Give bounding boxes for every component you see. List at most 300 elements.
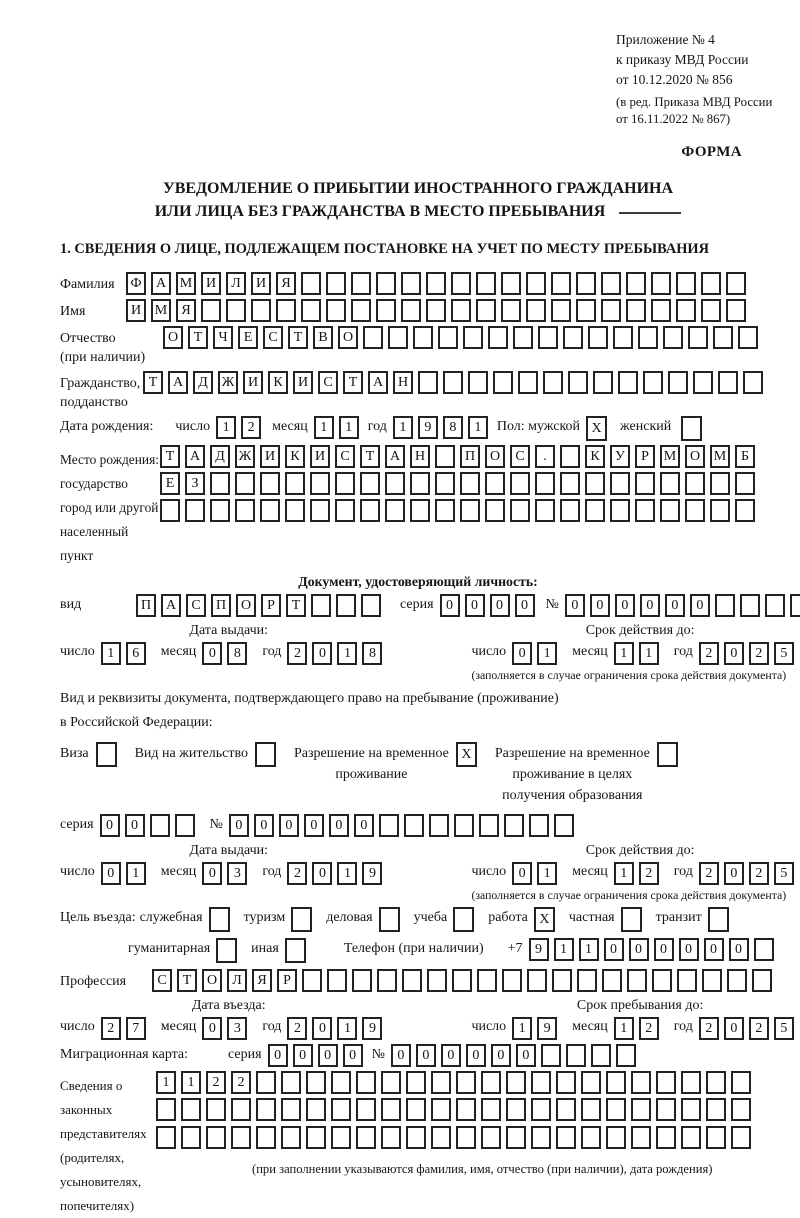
char-box[interactable] bbox=[331, 1126, 351, 1149]
char-box[interactable] bbox=[681, 1126, 701, 1149]
char-box[interactable]: 0 bbox=[729, 938, 749, 961]
char-box[interactable]: 1 bbox=[337, 862, 357, 885]
char-box[interactable] bbox=[613, 326, 633, 349]
char-box[interactable]: О bbox=[163, 326, 183, 349]
char-box[interactable]: А bbox=[368, 371, 388, 394]
char-box[interactable] bbox=[206, 1126, 226, 1149]
char-box[interactable]: 9 bbox=[529, 938, 549, 961]
char-box[interactable] bbox=[431, 1071, 451, 1094]
char-box[interactable] bbox=[631, 1071, 651, 1094]
char-box[interactable]: Т bbox=[343, 371, 363, 394]
char-box[interactable]: Т bbox=[143, 371, 163, 394]
char-box[interactable] bbox=[381, 1098, 401, 1121]
char-box[interactable]: 9 bbox=[362, 862, 382, 885]
birth-day-cells[interactable] bbox=[216, 416, 266, 439]
char-box[interactable]: И bbox=[243, 371, 263, 394]
char-box[interactable]: 2 bbox=[241, 416, 261, 439]
char-box[interactable]: 1 bbox=[468, 416, 488, 439]
char-box[interactable] bbox=[443, 371, 463, 394]
char-box[interactable] bbox=[601, 272, 621, 295]
char-box[interactable]: С bbox=[510, 445, 530, 468]
char-box[interactable] bbox=[529, 814, 549, 837]
char-box[interactable] bbox=[231, 1126, 251, 1149]
char-box[interactable]: О bbox=[236, 594, 256, 617]
char-box[interactable] bbox=[426, 299, 446, 322]
char-box[interactable]: Ж bbox=[218, 371, 238, 394]
char-box[interactable]: С bbox=[263, 326, 283, 349]
char-box[interactable]: 1 bbox=[314, 416, 334, 439]
char-box[interactable]: 0 bbox=[312, 862, 332, 885]
char-box[interactable]: С bbox=[318, 371, 338, 394]
char-box[interactable]: А bbox=[385, 445, 405, 468]
char-box[interactable] bbox=[676, 299, 696, 322]
char-box[interactable] bbox=[201, 299, 221, 322]
char-box[interactable] bbox=[635, 499, 655, 522]
char-box[interactable]: 2 bbox=[101, 1017, 121, 1040]
char-box[interactable]: 5 bbox=[774, 1017, 794, 1040]
char-box[interactable] bbox=[631, 1126, 651, 1149]
char-box[interactable]: С bbox=[152, 969, 172, 992]
char-box[interactable] bbox=[235, 499, 255, 522]
char-box[interactable] bbox=[651, 272, 671, 295]
char-box[interactable]: Ч bbox=[213, 326, 233, 349]
char-box[interactable] bbox=[435, 472, 455, 495]
char-box[interactable] bbox=[175, 814, 195, 837]
stay-day[interactable] bbox=[512, 1017, 562, 1040]
char-box[interactable] bbox=[602, 969, 622, 992]
char-box[interactable]: 2 bbox=[639, 1017, 659, 1040]
char-box[interactable] bbox=[693, 371, 713, 394]
char-box[interactable] bbox=[156, 1098, 176, 1121]
char-box[interactable] bbox=[401, 299, 421, 322]
char-box[interactable] bbox=[754, 938, 774, 961]
char-box[interactable] bbox=[743, 371, 763, 394]
entry-month[interactable] bbox=[202, 1017, 252, 1040]
char-box[interactable]: С bbox=[186, 594, 206, 617]
char-box[interactable] bbox=[456, 1098, 476, 1121]
char-box[interactable] bbox=[418, 371, 438, 394]
char-box[interactable]: А bbox=[151, 272, 171, 295]
char-box[interactable] bbox=[356, 1098, 376, 1121]
char-box[interactable]: П bbox=[211, 594, 231, 617]
char-box[interactable] bbox=[327, 969, 347, 992]
char-box[interactable]: 1 bbox=[579, 938, 599, 961]
char-box[interactable]: 0 bbox=[491, 1044, 511, 1067]
stay-month[interactable] bbox=[614, 1017, 664, 1040]
char-box[interactable] bbox=[260, 499, 280, 522]
char-box[interactable]: М bbox=[151, 299, 171, 322]
char-box[interactable] bbox=[560, 472, 580, 495]
char-box[interactable] bbox=[538, 326, 558, 349]
char-box[interactable] bbox=[160, 499, 180, 522]
char-box[interactable] bbox=[281, 1098, 301, 1121]
char-box[interactable] bbox=[606, 1071, 626, 1094]
char-box[interactable] bbox=[531, 1071, 551, 1094]
migration-number-cells[interactable] bbox=[391, 1044, 641, 1067]
residence-expiry-day[interactable] bbox=[512, 862, 562, 885]
char-box[interactable] bbox=[360, 472, 380, 495]
char-box[interactable] bbox=[435, 445, 455, 468]
profession-cells[interactable] bbox=[152, 969, 777, 992]
char-box[interactable]: 1 bbox=[156, 1071, 176, 1094]
char-box[interactable] bbox=[216, 938, 237, 963]
char-box[interactable]: П bbox=[136, 594, 156, 617]
char-box[interactable] bbox=[493, 371, 513, 394]
char-box[interactable] bbox=[468, 371, 488, 394]
char-box[interactable] bbox=[310, 472, 330, 495]
char-box[interactable] bbox=[381, 1071, 401, 1094]
char-box[interactable] bbox=[256, 1126, 276, 1149]
char-box[interactable] bbox=[360, 499, 380, 522]
char-box[interactable]: 0 bbox=[202, 862, 222, 885]
char-box[interactable] bbox=[377, 969, 397, 992]
char-box[interactable]: 3 bbox=[227, 862, 247, 885]
char-box[interactable] bbox=[431, 1098, 451, 1121]
char-box[interactable] bbox=[96, 742, 117, 767]
char-box[interactable] bbox=[708, 907, 729, 932]
char-box[interactable]: 5 bbox=[774, 862, 794, 885]
residence-permit-checkbox[interactable] bbox=[255, 742, 281, 767]
char-box[interactable]: 0 bbox=[391, 1044, 411, 1067]
char-box[interactable]: 1 bbox=[337, 642, 357, 665]
char-box[interactable]: И bbox=[293, 371, 313, 394]
char-box[interactable] bbox=[438, 326, 458, 349]
char-box[interactable] bbox=[501, 299, 521, 322]
char-box[interactable]: О bbox=[202, 969, 222, 992]
char-box[interactable] bbox=[531, 1098, 551, 1121]
char-box[interactable] bbox=[181, 1126, 201, 1149]
doc-number-cells[interactable] bbox=[565, 594, 800, 617]
identity-issue-month[interactable] bbox=[202, 642, 252, 665]
visa-checkbox[interactable] bbox=[96, 742, 122, 767]
char-box[interactable] bbox=[715, 594, 735, 617]
char-box[interactable]: 0 bbox=[440, 594, 460, 617]
char-box[interactable] bbox=[481, 1071, 501, 1094]
char-box[interactable]: А bbox=[185, 445, 205, 468]
char-box[interactable]: 1 bbox=[216, 416, 236, 439]
doc-kind-cells[interactable] bbox=[136, 594, 386, 617]
char-box[interactable]: 0 bbox=[640, 594, 660, 617]
identity-expiry-year[interactable] bbox=[699, 642, 799, 665]
char-box[interactable]: 0 bbox=[416, 1044, 436, 1067]
char-box[interactable] bbox=[476, 299, 496, 322]
citizenship-cells[interactable] bbox=[143, 371, 768, 394]
char-box[interactable] bbox=[656, 1098, 676, 1121]
char-box[interactable]: 0 bbox=[125, 814, 145, 837]
char-box[interactable] bbox=[656, 1071, 676, 1094]
char-box[interactable]: 0 bbox=[490, 594, 510, 617]
char-box[interactable] bbox=[463, 326, 483, 349]
char-box[interactable]: 0 bbox=[679, 938, 699, 961]
char-box[interactable]: 1 bbox=[537, 642, 557, 665]
char-box[interactable] bbox=[535, 472, 555, 495]
char-box[interactable]: О bbox=[338, 326, 358, 349]
char-box[interactable] bbox=[556, 1098, 576, 1121]
char-box[interactable]: 0 bbox=[229, 814, 249, 837]
char-box[interactable] bbox=[477, 969, 497, 992]
char-box[interactable] bbox=[681, 1098, 701, 1121]
char-box[interactable]: 0 bbox=[268, 1044, 288, 1067]
char-box[interactable] bbox=[731, 1126, 751, 1149]
char-box[interactable] bbox=[326, 272, 346, 295]
char-box[interactable] bbox=[501, 272, 521, 295]
char-box[interactable] bbox=[351, 299, 371, 322]
char-box[interactable] bbox=[504, 814, 524, 837]
char-box[interactable] bbox=[552, 969, 572, 992]
char-box[interactable] bbox=[506, 1098, 526, 1121]
char-box[interactable] bbox=[256, 1071, 276, 1094]
char-box[interactable] bbox=[656, 1126, 676, 1149]
char-box[interactable] bbox=[476, 272, 496, 295]
char-box[interactable] bbox=[379, 907, 400, 932]
char-box[interactable] bbox=[401, 272, 421, 295]
char-box[interactable] bbox=[485, 499, 505, 522]
char-box[interactable]: П bbox=[460, 445, 480, 468]
char-box[interactable] bbox=[713, 326, 733, 349]
char-box[interactable] bbox=[526, 299, 546, 322]
purpose-study-checkbox[interactable] bbox=[453, 907, 479, 932]
char-box[interactable] bbox=[306, 1071, 326, 1094]
char-box[interactable]: 1 bbox=[614, 862, 634, 885]
char-box[interactable] bbox=[677, 969, 697, 992]
char-box[interactable]: Е bbox=[160, 472, 180, 495]
char-box[interactable]: 0 bbox=[354, 814, 374, 837]
char-box[interactable]: Л bbox=[227, 969, 247, 992]
char-box[interactable] bbox=[452, 969, 472, 992]
char-box[interactable] bbox=[718, 371, 738, 394]
char-box[interactable] bbox=[566, 1044, 586, 1067]
char-box[interactable] bbox=[336, 594, 356, 617]
char-box[interactable]: 2 bbox=[749, 862, 769, 885]
char-box[interactable] bbox=[621, 907, 642, 932]
char-box[interactable] bbox=[726, 272, 746, 295]
char-box[interactable]: 0 bbox=[202, 1017, 222, 1040]
char-box[interactable] bbox=[701, 272, 721, 295]
char-box[interactable] bbox=[311, 594, 331, 617]
char-box[interactable]: 9 bbox=[418, 416, 438, 439]
char-box[interactable]: 9 bbox=[537, 1017, 557, 1040]
char-box[interactable] bbox=[706, 1071, 726, 1094]
char-box[interactable] bbox=[326, 299, 346, 322]
char-box[interactable] bbox=[454, 814, 474, 837]
char-box[interactable] bbox=[479, 814, 499, 837]
char-box[interactable]: 2 bbox=[749, 642, 769, 665]
char-box[interactable]: 8 bbox=[227, 642, 247, 665]
char-box[interactable]: Н bbox=[410, 445, 430, 468]
char-box[interactable] bbox=[581, 1071, 601, 1094]
char-box[interactable] bbox=[331, 1098, 351, 1121]
char-box[interactable]: 1 bbox=[614, 1017, 634, 1040]
char-box[interactable]: 0 bbox=[318, 1044, 338, 1067]
char-box[interactable] bbox=[427, 969, 447, 992]
char-box[interactable]: 0 bbox=[304, 814, 324, 837]
char-box[interactable]: 0 bbox=[466, 1044, 486, 1067]
char-box[interactable] bbox=[585, 499, 605, 522]
char-box[interactable] bbox=[185, 499, 205, 522]
char-box[interactable]: Я bbox=[276, 272, 296, 295]
char-box[interactable] bbox=[231, 1098, 251, 1121]
char-box[interactable] bbox=[681, 416, 702, 441]
char-box[interactable] bbox=[527, 969, 547, 992]
char-box[interactable]: Т bbox=[188, 326, 208, 349]
char-box[interactable]: Я bbox=[176, 299, 196, 322]
char-box[interactable]: 0 bbox=[512, 862, 532, 885]
char-box[interactable]: Т bbox=[286, 594, 306, 617]
char-box[interactable] bbox=[541, 1044, 561, 1067]
char-box[interactable] bbox=[388, 326, 408, 349]
char-box[interactable] bbox=[331, 1071, 351, 1094]
char-box[interactable] bbox=[406, 1126, 426, 1149]
entry-day[interactable] bbox=[101, 1017, 151, 1040]
char-box[interactable] bbox=[301, 272, 321, 295]
char-box[interactable] bbox=[255, 742, 276, 767]
char-box[interactable] bbox=[626, 299, 646, 322]
char-box[interactable] bbox=[385, 499, 405, 522]
char-box[interactable] bbox=[481, 1098, 501, 1121]
char-box[interactable] bbox=[635, 472, 655, 495]
char-box[interactable] bbox=[738, 326, 758, 349]
char-box[interactable]: Д bbox=[210, 445, 230, 468]
char-box[interactable]: 0 bbox=[441, 1044, 461, 1067]
char-box[interactable]: 0 bbox=[654, 938, 674, 961]
char-box[interactable]: В bbox=[313, 326, 333, 349]
char-box[interactable]: 0 bbox=[704, 938, 724, 961]
identity-expiry-day[interactable] bbox=[512, 642, 562, 665]
char-box[interactable] bbox=[460, 499, 480, 522]
purpose-work-checkbox[interactable] bbox=[534, 907, 560, 932]
char-box[interactable]: 0 bbox=[516, 1044, 536, 1067]
char-box[interactable] bbox=[563, 326, 583, 349]
purpose-private-checkbox[interactable] bbox=[621, 907, 647, 932]
char-box[interactable] bbox=[485, 472, 505, 495]
char-box[interactable] bbox=[451, 272, 471, 295]
char-box[interactable]: Ф bbox=[126, 272, 146, 295]
char-box[interactable] bbox=[306, 1098, 326, 1121]
char-box[interactable] bbox=[685, 499, 705, 522]
char-box[interactable]: 1 bbox=[512, 1017, 532, 1040]
char-box[interactable]: 2 bbox=[699, 1017, 719, 1040]
phone-cells[interactable] bbox=[529, 938, 779, 961]
char-box[interactable] bbox=[626, 272, 646, 295]
char-box[interactable] bbox=[456, 1071, 476, 1094]
char-box[interactable] bbox=[306, 1126, 326, 1149]
char-box[interactable] bbox=[660, 499, 680, 522]
char-box[interactable]: 1 bbox=[101, 642, 121, 665]
char-box[interactable] bbox=[335, 499, 355, 522]
char-box[interactable] bbox=[460, 472, 480, 495]
char-box[interactable] bbox=[543, 371, 563, 394]
char-box[interactable] bbox=[481, 1126, 501, 1149]
char-box[interactable]: 2 bbox=[287, 1017, 307, 1040]
identity-issue-year[interactable] bbox=[287, 642, 387, 665]
char-box[interactable] bbox=[710, 499, 730, 522]
gender-male-checkbox[interactable] bbox=[586, 416, 612, 441]
char-box[interactable]: 2 bbox=[639, 862, 659, 885]
char-box[interactable]: 0 bbox=[724, 862, 744, 885]
char-box[interactable] bbox=[302, 969, 322, 992]
char-box[interactable] bbox=[551, 299, 571, 322]
char-box[interactable] bbox=[251, 299, 271, 322]
char-box[interactable] bbox=[431, 1126, 451, 1149]
char-box[interactable]: А bbox=[161, 594, 181, 617]
char-box[interactable] bbox=[285, 499, 305, 522]
char-box[interactable]: М bbox=[176, 272, 196, 295]
char-box[interactable]: 3 bbox=[227, 1017, 247, 1040]
char-box[interactable] bbox=[568, 371, 588, 394]
residence-expiry-year[interactable] bbox=[699, 862, 799, 885]
char-box[interactable] bbox=[556, 1126, 576, 1149]
char-box[interactable] bbox=[660, 472, 680, 495]
char-box[interactable] bbox=[406, 1071, 426, 1094]
char-box[interactable]: К bbox=[268, 371, 288, 394]
char-box[interactable] bbox=[706, 1126, 726, 1149]
char-box[interactable]: 0 bbox=[724, 642, 744, 665]
char-box[interactable] bbox=[685, 472, 705, 495]
char-box[interactable] bbox=[488, 326, 508, 349]
char-box[interactable]: 5 bbox=[774, 642, 794, 665]
char-box[interactable]: У bbox=[610, 445, 630, 468]
surname-cells[interactable] bbox=[126, 272, 751, 295]
char-box[interactable]: 1 bbox=[639, 642, 659, 665]
char-box[interactable] bbox=[413, 326, 433, 349]
char-box[interactable] bbox=[591, 1044, 611, 1067]
char-box[interactable] bbox=[285, 938, 306, 963]
char-box[interactable] bbox=[681, 1071, 701, 1094]
char-box[interactable] bbox=[790, 594, 800, 617]
char-box[interactable] bbox=[710, 472, 730, 495]
char-box[interactable]: Н bbox=[393, 371, 413, 394]
char-box[interactable] bbox=[301, 299, 321, 322]
char-box[interactable] bbox=[209, 907, 230, 932]
char-box[interactable] bbox=[181, 1098, 201, 1121]
birth-year-cells[interactable] bbox=[393, 416, 493, 439]
char-box[interactable] bbox=[706, 1098, 726, 1121]
char-box[interactable] bbox=[560, 499, 580, 522]
char-box[interactable] bbox=[285, 472, 305, 495]
char-box[interactable] bbox=[281, 1126, 301, 1149]
char-box[interactable] bbox=[276, 299, 296, 322]
char-box[interactable] bbox=[531, 1126, 551, 1149]
char-box[interactable]: И bbox=[201, 272, 221, 295]
residence-series-cells[interactable] bbox=[100, 814, 200, 837]
char-box[interactable]: Ж bbox=[235, 445, 255, 468]
char-box[interactable]: 9 bbox=[362, 1017, 382, 1040]
representatives-cells-row-1[interactable] bbox=[156, 1071, 756, 1094]
char-box[interactable] bbox=[740, 594, 760, 617]
char-box[interactable]: 7 bbox=[126, 1017, 146, 1040]
char-box[interactable] bbox=[554, 814, 574, 837]
char-box[interactable]: 0 bbox=[604, 938, 624, 961]
char-box[interactable] bbox=[731, 1098, 751, 1121]
entry-year[interactable] bbox=[287, 1017, 387, 1040]
char-box[interactable]: Б bbox=[735, 445, 755, 468]
char-box[interactable]: 0 bbox=[515, 594, 535, 617]
purpose-other-checkbox[interactable] bbox=[285, 938, 311, 963]
char-box[interactable] bbox=[510, 472, 530, 495]
char-box[interactable]: Я bbox=[252, 969, 272, 992]
char-box[interactable]: 0 bbox=[465, 594, 485, 617]
char-box[interactable] bbox=[651, 299, 671, 322]
char-box[interactable] bbox=[150, 814, 170, 837]
residence-issue-month[interactable] bbox=[202, 862, 252, 885]
char-box[interactable] bbox=[576, 272, 596, 295]
char-box[interactable] bbox=[352, 969, 372, 992]
residence-expiry-month[interactable] bbox=[614, 862, 664, 885]
char-box[interactable] bbox=[702, 969, 722, 992]
char-box[interactable]: 0 bbox=[312, 642, 332, 665]
purpose-humanitarian-checkbox[interactable] bbox=[216, 938, 242, 963]
char-box[interactable] bbox=[506, 1071, 526, 1094]
